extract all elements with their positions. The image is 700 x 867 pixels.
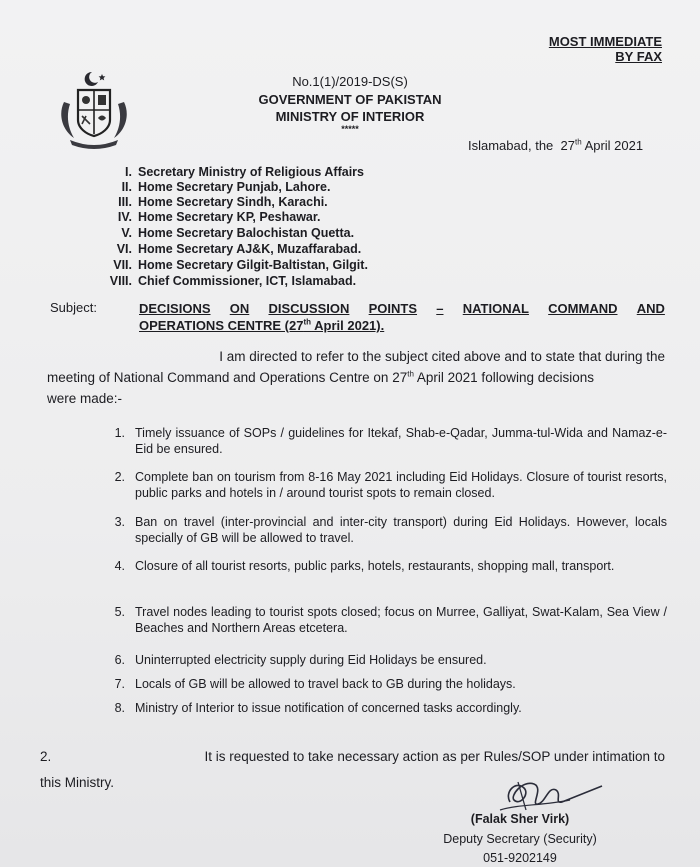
- date-place: Islamabad, the: [468, 138, 554, 153]
- signatory-title: Deputy Secretary (Security): [443, 832, 597, 846]
- document-page: MOST IMMEDIATE BY FAX No.1(1)/2019-DS(S) GOVERNMENT OF PAKISTAN MINISTRY OF INTERIOR ***** Islamabad, the 27th April 2021 I. Secretary Ministry of Religious Affairs II. Home Secretary Punjab, Lahore. III. Home Secretary Sindh, Karachi. IV. Home Secretary KP, Peshawar. V. Home Secretary Balochistan Quetta. VI. Home Secretary AJ&K, Muzaffarabad. VII. Home Secretary Gilgit-Baltistan, Gilgit. VIII. Chief Commissioner, ICT, Islamabad. Subject: DECISIONS ON DISCUSSION POINTS – NATIONAL COMMAND AND OPERATIONS CENTRE (27th April 2021). I am directed to refer to the subject cited above and to state that during the meeting of National Command and Operations Centre on 27th April 2021 following decisions were made:- 1. Timely issuance of SOPs / guidelines for Itekaf, Shab-e-Qadar, Jumma-tul-Wida and Namaz-e-Eid be ensured. 2. Complete ban on tourism from 8-16 May 2021 including Eid Holidays. Closure of tourist resorts, public parks and hotels in / around tourist spots to remain closed. 3. Ban on travel (inter-provincial and inter-city transport) during Eid Holidays. However, locals specially of GB will be allowed to travel. 4. Closure of all tourist resorts, public parks, hotels, restaurants, shopping mall, transport. 5. Travel nodes leading to tourist spots closed; focus on Murree, Galliyat, Swat-Kalam, Sea View / Beaches and Northern Areas etcetera. 6. Uninterrupted electricity supply during Eid Holidays be ensured. 7. Locals of GB will be allowed to travel back to GB during the holidays. 8. Ministry of Interior to issue notification of concerned tasks accordingly. 2. It is requested to take necessary action as per Rules/SOP under intimation to this Ministry. (Falak Sher Virk) Deputy Secretary (Security) 051-9202149: [0, 0, 700, 867]
- date-month-year: April 2021: [584, 138, 644, 153]
- para2-number: 2.: [40, 749, 52, 764]
- addressee-item: VII. Home Secretary Gilgit-Baltistan, Gilgit.: [113, 258, 368, 272]
- addressee-item: III. Home Secretary Sindh, Karachi.: [118, 195, 328, 209]
- addressee-item: IV. Home Secretary KP, Peshawar.: [117, 210, 321, 224]
- addressee-item: VI. Home Secretary AJ&K, Muzaffarabad.: [116, 242, 362, 256]
- file-number: No.1(1)/2019-DS(S): [292, 74, 408, 89]
- intro-line-2: meeting of National Command and Operations Centre on 27th April 2021 following decisions: [47, 369, 594, 385]
- para2-line-1: It is requested to take necessary action as per Rules/SOP under intimation to: [204, 749, 665, 764]
- letter-date: [468, 138, 643, 153]
- addressee-item: VIII. Chief Commissioner, ICT, Islamabad.: [109, 274, 357, 288]
- addressee-item: I. Secretary Ministry of Religious Affairs: [125, 165, 364, 179]
- date-day: 27: [560, 138, 575, 153]
- addressee-item: II. Home Secretary Punjab, Lahore.: [121, 180, 331, 194]
- date-suffix: th: [574, 137, 582, 147]
- signatory-name: (Falak Sher Virk): [470, 812, 570, 826]
- addressee-item: V. Home Secretary Balochistan Quetta.: [121, 226, 355, 240]
- signatory-phone: 051-9202149: [483, 851, 557, 865]
- government-title: GOVERNMENT OF PAKISTAN: [258, 92, 442, 107]
- ministry-title: MINISTRY OF INTERIOR: [275, 109, 425, 124]
- priority-by-fax: BY FAX: [615, 49, 662, 64]
- intro-line-1: I am directed to refer to the subject cited above and to state that during the: [219, 349, 665, 364]
- para2-line-2: this Ministry.: [40, 775, 115, 790]
- intro-line-3: were made:-: [47, 391, 123, 406]
- subject-heading: DECISIONS ON DISCUSSION POINTS – NATIONAL COMMAND AND OPERATIONS CENTRE (27th April 2021).: [139, 301, 665, 333]
- subject-label: Subject:: [50, 300, 97, 315]
- header-stars: *****: [341, 124, 359, 134]
- priority-most-immediate: MOST IMMEDIATE: [548, 34, 662, 49]
